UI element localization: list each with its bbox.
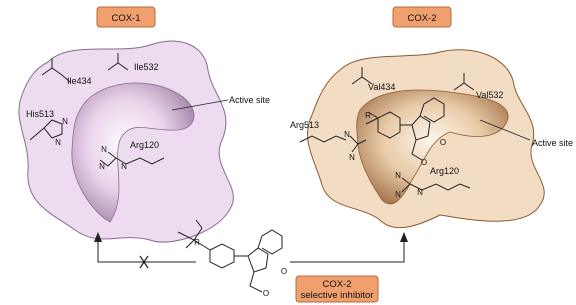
- cox1-arg120-n3: N: [121, 162, 127, 172]
- bound-inhibitor-o1: O: [420, 158, 428, 168]
- selective-inhibitor-line2: selective inhibitor: [300, 290, 374, 301]
- selective-inhibitor-line1: COX-2: [322, 279, 352, 290]
- cox2-arg120-label: Arg120: [430, 166, 460, 176]
- cox2-val434-label: Val434: [368, 82, 396, 92]
- cox2-arg513-n2: N: [349, 153, 355, 163]
- cox1-arg120-n1: N: [101, 145, 107, 155]
- cox2-val532-label: Val532: [476, 90, 504, 100]
- cox1-ile532-label: Ile532: [134, 62, 159, 72]
- cox2-arg120-n2: N: [395, 190, 401, 200]
- cox2-arg120-n3: N: [417, 188, 423, 198]
- cox1-his513-label: His513: [26, 109, 55, 119]
- arrow-to-cox2-head: [400, 232, 408, 242]
- cox2-active-site-label: Active site: [532, 138, 574, 148]
- free-inhibitor-o1: O: [262, 289, 270, 299]
- free-inhibitor-o2: O: [280, 267, 288, 277]
- cox1-enzyme-pocket: [19, 41, 233, 242]
- cox2-arg513-label: Arg513: [290, 120, 320, 130]
- cox2-title: COX-2: [407, 13, 437, 24]
- bound-inhibitor-o2: O: [439, 138, 447, 148]
- his513-n1: N: [62, 117, 68, 127]
- free-inhibitor-r: R: [194, 238, 200, 248]
- cox1-title: COX-1: [111, 13, 141, 24]
- his513-n2: N: [55, 138, 61, 148]
- bound-inhibitor-r: R: [365, 111, 371, 121]
- cox1-arg120-n2: N: [99, 162, 105, 172]
- cox1-active-site-label: Active site: [229, 95, 271, 105]
- cox2-panel: [290, 7, 573, 228]
- cox1-ile434-label: Ile434: [67, 76, 92, 86]
- cox2-arg513-n1: N: [344, 130, 350, 140]
- cox1-panel: [19, 7, 270, 242]
- cox2-arg120-n1: N: [395, 171, 401, 181]
- arrow-to-cox2: [290, 238, 404, 262]
- cox1-arg120-label: Arg120: [130, 140, 160, 150]
